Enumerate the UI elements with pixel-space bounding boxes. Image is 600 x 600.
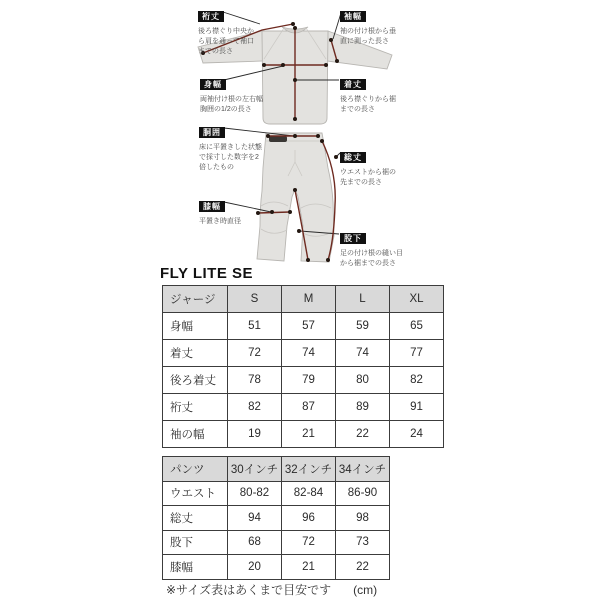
unit-label: (cm) xyxy=(353,583,378,597)
footnote-text: ※サイズ表はあくまで目安です xyxy=(166,583,332,597)
label-sodehaba xyxy=(340,6,406,47)
pants-drawing xyxy=(257,133,334,262)
cell-value: 82-84 xyxy=(282,481,336,506)
cell-value: 82 xyxy=(390,367,444,394)
jersey-header-item: ジャージ xyxy=(163,286,228,313)
cell-value: 65 xyxy=(390,313,444,340)
cell-value: 72 xyxy=(228,340,282,367)
label-hizahaba-tag: 膝幅 xyxy=(199,201,225,212)
jersey-header-size-s: S xyxy=(228,286,282,313)
pants-header-row xyxy=(163,457,390,482)
cell-value: 74 xyxy=(282,340,336,367)
label-mihaba-tag: 身幅 xyxy=(200,79,226,90)
table-row xyxy=(163,530,390,555)
table-row xyxy=(163,481,390,506)
label-soutake-desc: ウエストから裾の先までの長さ xyxy=(340,169,396,186)
jersey-header-size-l: L xyxy=(336,286,390,313)
cell-value: 24 xyxy=(390,421,444,448)
label-hizahaba xyxy=(199,196,265,227)
cell-value: 79 xyxy=(282,367,336,394)
cell-value: 22 xyxy=(336,421,390,448)
cell-value: 87 xyxy=(282,394,336,421)
cell-value: 91 xyxy=(390,394,444,421)
label-sodehaba-desc: 袖の付け根から垂直に測った長さ xyxy=(340,28,396,45)
label-sodehaba-tag: 袖幅 xyxy=(340,11,366,22)
label-matashita-desc: 足の付け根の縫い目から裾までの長さ xyxy=(340,250,403,267)
pants-logo-patch xyxy=(269,136,287,142)
cell-value: 74 xyxy=(336,340,390,367)
row-label: 総丈 xyxy=(163,506,228,531)
measurement-diagram xyxy=(0,0,600,272)
cell-value: 73 xyxy=(336,530,390,555)
pants-header-30inch: 30インチ xyxy=(228,457,282,482)
row-label: 裄丈 xyxy=(163,394,228,421)
jersey-size-table xyxy=(162,285,444,448)
cell-value: 94 xyxy=(228,506,282,531)
label-matashita-tag: 股下 xyxy=(340,233,366,244)
pants-header-32inch: 32インチ xyxy=(282,457,336,482)
page-title: FLY LITE SE xyxy=(160,265,254,282)
cell-value: 59 xyxy=(336,313,390,340)
cell-value: 80-82 xyxy=(228,481,282,506)
row-label: ウエスト xyxy=(163,481,228,506)
pants-header-item: パンツ xyxy=(163,457,228,482)
table-row xyxy=(163,555,390,580)
pants-body xyxy=(257,133,334,262)
jersey-header-row xyxy=(163,286,444,313)
table-row xyxy=(163,506,390,531)
row-label: 袖の幅 xyxy=(163,421,228,448)
cell-value: 80 xyxy=(336,367,390,394)
row-label: 後ろ着丈 xyxy=(163,367,228,394)
label-kitake xyxy=(340,74,406,115)
cell-value: 96 xyxy=(282,506,336,531)
label-kitake-desc: 後ろ襟ぐりから裾までの長さ xyxy=(340,96,396,113)
cell-value: 89 xyxy=(336,394,390,421)
label-soutake xyxy=(340,147,406,188)
cell-value: 22 xyxy=(336,555,390,580)
label-matashita xyxy=(340,228,406,269)
label-doui xyxy=(199,122,265,173)
cell-value: 78 xyxy=(228,367,282,394)
label-mihaba-desc: 両袖付け根の左右幅胸囲の1/2の長さ xyxy=(200,96,263,113)
pants-size-table xyxy=(162,456,390,580)
table-row xyxy=(163,367,444,394)
label-hizahaba-desc: 平置き時直径 xyxy=(199,218,241,225)
label-doui-desc: 床に平置きした状態で採寸した数字を2倍したもの xyxy=(199,144,262,171)
table-row xyxy=(163,421,444,448)
label-yukitake-tag: 裄丈 xyxy=(198,11,224,22)
cell-value: 21 xyxy=(282,555,336,580)
cell-value: 86-90 xyxy=(336,481,390,506)
row-label: 着丈 xyxy=(163,340,228,367)
label-yukitake-desc: 後ろ襟ぐり中央から肩を通って袖口までの長さ xyxy=(198,28,254,55)
label-yukitake xyxy=(198,6,264,57)
cell-value: 21 xyxy=(282,421,336,448)
cell-value: 51 xyxy=(228,313,282,340)
row-label: 股下 xyxy=(163,530,228,555)
jersey-header-size-xl: XL xyxy=(390,286,444,313)
table-row xyxy=(163,313,444,340)
label-doui-tag: 胴囲 xyxy=(199,127,225,138)
cell-value: 20 xyxy=(228,555,282,580)
row-label: 身幅 xyxy=(163,313,228,340)
jersey-header-size-m: M xyxy=(282,286,336,313)
label-mihaba xyxy=(200,74,266,115)
label-soutake-tag: 総丈 xyxy=(340,152,366,163)
cell-value: 19 xyxy=(228,421,282,448)
table-row xyxy=(163,340,444,367)
cell-value: 72 xyxy=(282,530,336,555)
pants-header-34inch: 34インチ xyxy=(336,457,390,482)
row-label: 膝幅 xyxy=(163,555,228,580)
cell-value: 77 xyxy=(390,340,444,367)
label-kitake-tag: 着丈 xyxy=(340,79,366,90)
footnote xyxy=(166,581,377,598)
cell-value: 98 xyxy=(336,506,390,531)
cell-value: 68 xyxy=(228,530,282,555)
table-row xyxy=(163,394,444,421)
cell-value: 82 xyxy=(228,394,282,421)
cell-value: 57 xyxy=(282,313,336,340)
